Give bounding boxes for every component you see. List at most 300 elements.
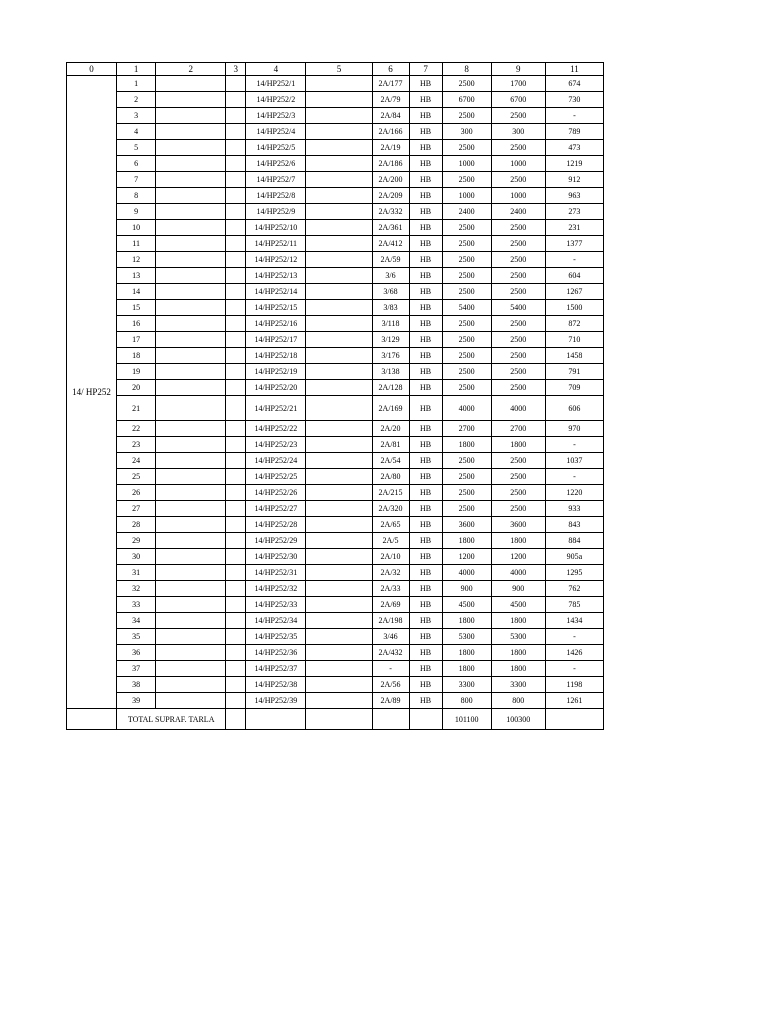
surface-col8-cell: 2500 [442,268,491,284]
table-row [67,332,604,348]
table-row [67,693,604,709]
total-label-cell: TOTAL SUPRAF. TARLA [117,709,226,730]
empty-cell-col3 [226,380,246,396]
parcel-code-cell: 14/HP252/14 [246,284,306,300]
empty-cell-col5 [306,485,372,501]
col11-cell: 912 [545,172,603,188]
parcel-number-cell: 2A/84 [372,108,409,124]
empty-cell-col2 [156,348,226,364]
surface-col8-cell: 4000 [442,565,491,581]
surface-col8-cell: 2500 [442,108,491,124]
parcel-code-cell: 14/HP252/38 [246,677,306,693]
empty-cell-col2 [156,396,226,421]
category-cell: HB [409,396,442,421]
total-empty-cell-col7 [409,709,442,730]
empty-cell-col5 [306,597,372,613]
header-row [67,63,604,76]
empty-cell-col3 [226,348,246,364]
row-number-cell: 28 [117,517,156,533]
col11-cell: 674 [545,76,603,92]
surface-col9-cell: 2500 [491,485,545,501]
empty-cell-col2 [156,236,226,252]
table-row [67,220,604,236]
category-cell: HB [409,172,442,188]
surface-col9-cell: 2500 [491,284,545,300]
empty-cell-col2 [156,140,226,156]
parcel-number-cell: 2A/65 [372,517,409,533]
category-cell: HB [409,252,442,268]
empty-cell-col3 [226,124,246,140]
empty-cell-col3 [226,332,246,348]
parcel-number-cell: 2A/166 [372,124,409,140]
empty-cell-col2 [156,485,226,501]
parcel-number-cell: 2A/332 [372,204,409,220]
table-row [67,76,604,92]
col11-cell: 606 [545,396,603,421]
surface-col8-cell: 2500 [442,485,491,501]
table-row [67,380,604,396]
header-cell: 0 [67,63,117,76]
row-number-cell: 8 [117,188,156,204]
row-number-cell: 39 [117,693,156,709]
parcel-code-cell: 14/HP252/34 [246,613,306,629]
surface-col8-cell: 5400 [442,300,491,316]
table-row [67,188,604,204]
category-cell: HB [409,380,442,396]
parcel-code-cell: 14/HP252/19 [246,364,306,380]
parcel-number-cell: 2A/20 [372,421,409,437]
empty-cell-col2 [156,549,226,565]
parcel-number-cell: 2A/56 [372,677,409,693]
surface-col9-cell: 1000 [491,156,545,172]
surface-col9-cell: 1800 [491,661,545,677]
table-row [67,437,604,453]
col11-cell: 231 [545,220,603,236]
parcel-code-cell: 14/HP252/10 [246,220,306,236]
col11-cell: 1377 [545,236,603,252]
row-number-cell: 33 [117,597,156,613]
parcel-code-cell: 14/HP252/18 [246,348,306,364]
table-row [67,533,604,549]
col11-cell: 1219 [545,156,603,172]
surface-col8-cell: 2500 [442,364,491,380]
empty-cell-col3 [226,677,246,693]
empty-cell-col5 [306,204,372,220]
parcel-number-cell: 2A/59 [372,252,409,268]
parcel-number-cell: 2A/412 [372,236,409,252]
empty-cell-col3 [226,693,246,709]
empty-cell-col5 [306,453,372,469]
empty-cell-col5 [306,332,372,348]
empty-cell-col2 [156,76,226,92]
category-cell: HB [409,300,442,316]
table-row [67,421,604,437]
empty-cell-col3 [226,517,246,533]
surface-col8-cell: 3300 [442,677,491,693]
empty-cell-col5 [306,316,372,332]
empty-cell-col5 [306,677,372,693]
parcel-code-cell: 14/HP252/16 [246,316,306,332]
empty-cell-col3 [226,485,246,501]
parcel-code-cell: 14/HP252/33 [246,597,306,613]
total-surface-col8: 101100 [442,709,491,730]
empty-cell-col5 [306,140,372,156]
empty-cell-col3 [226,597,246,613]
row-number-cell: 14 [117,284,156,300]
empty-cell-col2 [156,421,226,437]
category-cell: HB [409,156,442,172]
col11-cell: 1426 [545,645,603,661]
table-row [67,348,604,364]
surface-col8-cell: 900 [442,581,491,597]
col11-cell: - [545,437,603,453]
category-cell: HB [409,92,442,108]
empty-cell-col5 [306,421,372,437]
col11-cell: 1261 [545,693,603,709]
empty-cell-col2 [156,613,226,629]
row-number-cell: 32 [117,581,156,597]
surface-col8-cell: 2500 [442,236,491,252]
empty-cell-col2 [156,453,226,469]
surface-col9-cell: 2400 [491,204,545,220]
parcel-code-cell: 14/HP252/12 [246,252,306,268]
col11-cell: 1220 [545,485,603,501]
empty-cell-col2 [156,268,226,284]
row-number-cell: 13 [117,268,156,284]
category-cell: HB [409,613,442,629]
empty-cell-col2 [156,300,226,316]
total-empty-cell-col6 [372,709,409,730]
col11-cell: 762 [545,581,603,597]
surface-col9-cell: 2500 [491,348,545,364]
surface-col9-cell: 3300 [491,677,545,693]
empty-cell-col3 [226,108,246,124]
row-number-cell: 35 [117,629,156,645]
surface-col9-cell: 3600 [491,517,545,533]
category-cell: HB [409,76,442,92]
parcel-number-cell: 2A/19 [372,140,409,156]
parcel-code-cell: 14/HP252/20 [246,380,306,396]
row-number-cell: 5 [117,140,156,156]
empty-cell-col2 [156,677,226,693]
parcel-number-cell: 2A/81 [372,437,409,453]
category-cell: HB [409,220,442,236]
parcel-code-cell: 14/HP252/2 [246,92,306,108]
surface-col9-cell: 4000 [491,396,545,421]
parcel-code-cell: 14/HP252/21 [246,396,306,421]
surface-col8-cell: 1800 [442,437,491,453]
empty-cell-col5 [306,645,372,661]
category-cell: HB [409,437,442,453]
empty-cell-col5 [306,300,372,316]
row-number-cell: 12 [117,252,156,268]
surface-col9-cell: 2500 [491,220,545,236]
col11-cell: 710 [545,332,603,348]
empty-cell-col3 [226,252,246,268]
category-cell: HB [409,469,442,485]
empty-cell-col3 [226,76,246,92]
category-cell: HB [409,677,442,693]
parcel-number-cell: 2A/169 [372,396,409,421]
empty-cell-col3 [226,549,246,565]
surface-col8-cell: 1800 [442,661,491,677]
surface-col8-cell: 2500 [442,348,491,364]
table-row [67,108,604,124]
parcel-code-cell: 14/HP252/30 [246,549,306,565]
row-number-cell: 34 [117,613,156,629]
parcel-code-cell: 14/HP252/32 [246,581,306,597]
category-cell: HB [409,348,442,364]
empty-cell-col5 [306,549,372,565]
category-cell: HB [409,581,442,597]
parcel-code-cell: 14/HP252/4 [246,124,306,140]
table-row [67,549,604,565]
category-cell: HB [409,108,442,124]
table-row [67,124,604,140]
empty-cell-col5 [306,236,372,252]
surface-col9-cell: 2500 [491,453,545,469]
col11-cell: - [545,629,603,645]
total-empty-cell-col11 [545,709,603,730]
category-cell: HB [409,268,442,284]
category-cell: HB [409,284,442,300]
category-cell: HB [409,485,442,501]
parcel-number-cell: 3/68 [372,284,409,300]
surface-col8-cell: 2700 [442,421,491,437]
table-row [67,204,604,220]
header-cell: 8 [442,63,491,76]
parcel-number-cell: 3/46 [372,629,409,645]
empty-cell-col3 [226,204,246,220]
empty-cell-col3 [226,581,246,597]
empty-cell-col2 [156,92,226,108]
empty-cell-col5 [306,284,372,300]
table-row [67,581,604,597]
parcel-code-cell: 14/HP252/13 [246,268,306,284]
col11-cell: 604 [545,268,603,284]
empty-cell-col2 [156,661,226,677]
parcel-number-cell: 2A/128 [372,380,409,396]
total-empty-cell-col4 [246,709,306,730]
parcel-code-cell: 14/HP252/22 [246,421,306,437]
surface-col8-cell: 4500 [442,597,491,613]
row-number-cell: 18 [117,348,156,364]
parcel-code-cell: 14/HP252/35 [246,629,306,645]
surface-col8-cell: 4000 [442,396,491,421]
surface-col9-cell: 2500 [491,108,545,124]
row-number-cell: 23 [117,437,156,453]
surface-col8-cell: 2500 [442,284,491,300]
surface-col9-cell: 4500 [491,597,545,613]
surface-col9-cell: 1800 [491,645,545,661]
col11-cell: 730 [545,92,603,108]
category-cell: HB [409,140,442,156]
parcel-number-cell: 3/129 [372,332,409,348]
table-row [67,92,604,108]
total-row [67,709,604,730]
col11-cell: 1500 [545,300,603,316]
surface-col8-cell: 1200 [442,549,491,565]
parcel-code-cell: 14/HP252/6 [246,156,306,172]
parcel-number-cell: 2A/89 [372,693,409,709]
row-number-cell: 1 [117,76,156,92]
header-cell: 5 [306,63,372,76]
surface-col9-cell: 300 [491,124,545,140]
col11-cell: 933 [545,501,603,517]
parcel-code-cell: 14/HP252/29 [246,533,306,549]
empty-cell-col5 [306,469,372,485]
col11-cell: 1267 [545,284,603,300]
parcel-code-cell: 14/HP252/17 [246,332,306,348]
surface-col9-cell: 1700 [491,76,545,92]
empty-cell-col2 [156,597,226,613]
surface-col8-cell: 2500 [442,380,491,396]
surface-col9-cell: 5400 [491,300,545,316]
header-cell: 6 [372,63,409,76]
col11-cell: 473 [545,140,603,156]
parcel-code-cell: 14/HP252/36 [246,645,306,661]
empty-cell-col3 [226,316,246,332]
row-number-cell: 27 [117,501,156,517]
row-number-cell: 19 [117,364,156,380]
surface-col8-cell: 2500 [442,332,491,348]
category-cell: HB [409,188,442,204]
row-number-cell: 38 [117,677,156,693]
empty-cell-col3 [226,172,246,188]
empty-cell-col3 [226,533,246,549]
category-cell: HB [409,645,442,661]
col11-cell: 905a [545,549,603,565]
empty-cell-col2 [156,188,226,204]
parcel-number-cell: 2A/198 [372,613,409,629]
header-cell: 3 [226,63,246,76]
empty-cell-col2 [156,693,226,709]
parcel-code-cell: 14/HP252/39 [246,693,306,709]
row-number-cell: 29 [117,533,156,549]
row-number-cell: 16 [117,316,156,332]
row-number-cell: 15 [117,300,156,316]
table-body [67,63,604,730]
parcel-number-cell: 2A/80 [372,469,409,485]
parcel-code-cell: 14/HP252/28 [246,517,306,533]
parcel-code-cell: 14/HP252/1 [246,76,306,92]
table-row [67,316,604,332]
parcel-number-cell: 2A/79 [372,92,409,108]
empty-cell-col2 [156,364,226,380]
empty-cell-col2 [156,204,226,220]
surface-col9-cell: 900 [491,581,545,597]
empty-cell-col5 [306,380,372,396]
category-cell: HB [409,565,442,581]
parcel-number-cell: - [372,661,409,677]
category-cell: HB [409,421,442,437]
parcel-number-cell: 2A/200 [372,172,409,188]
col11-cell: 1434 [545,613,603,629]
category-cell: HB [409,597,442,613]
empty-cell-col3 [226,140,246,156]
parcel-code-cell: 14/HP252/5 [246,140,306,156]
row-number-cell: 31 [117,565,156,581]
table-row [67,501,604,517]
surface-col8-cell: 2500 [442,469,491,485]
parcel-code-cell: 14/HP252/15 [246,300,306,316]
table-row [67,236,604,252]
parcel-code-cell: 14/HP252/23 [246,437,306,453]
table-row [67,645,604,661]
header-cell: 11 [545,63,603,76]
col11-cell: 843 [545,517,603,533]
empty-cell-col5 [306,220,372,236]
surface-col9-cell: 2500 [491,364,545,380]
surface-col9-cell: 2500 [491,469,545,485]
row-number-cell: 2 [117,92,156,108]
surface-col9-cell: 1800 [491,613,545,629]
empty-cell-col3 [226,396,246,421]
header-cell: 2 [156,63,226,76]
empty-cell-col3 [226,661,246,677]
table-row [67,284,604,300]
col11-cell: 785 [545,597,603,613]
empty-cell-col2 [156,172,226,188]
empty-cell-col5 [306,629,372,645]
empty-cell-col3 [226,437,246,453]
surface-col9-cell: 5300 [491,629,545,645]
empty-cell-col2 [156,108,226,124]
parcel-number-cell: 2A/5 [372,533,409,549]
surface-col9-cell: 1200 [491,549,545,565]
empty-cell-col3 [226,236,246,252]
row-number-cell: 7 [117,172,156,188]
empty-cell-col2 [156,316,226,332]
parcel-number-cell: 3/118 [372,316,409,332]
surface-col9-cell: 2500 [491,501,545,517]
empty-cell-col5 [306,124,372,140]
empty-cell-col5 [306,613,372,629]
table-row [67,453,604,469]
row-number-cell: 11 [117,236,156,252]
table-row [67,364,604,380]
table-row [67,469,604,485]
category-cell: HB [409,693,442,709]
parcel-number-cell: 2A/69 [372,597,409,613]
empty-cell-col3 [226,565,246,581]
surface-col9-cell: 2700 [491,421,545,437]
empty-cell-col2 [156,332,226,348]
empty-cell-col3 [226,629,246,645]
total-empty-cell-col3 [226,709,246,730]
category-cell: HB [409,204,442,220]
parcel-number-cell: 2A/320 [372,501,409,517]
empty-cell-col2 [156,380,226,396]
empty-cell-col2 [156,124,226,140]
empty-cell-col2 [156,501,226,517]
parcel-number-cell: 2A/361 [372,220,409,236]
empty-cell-col5 [306,364,372,380]
parcel-code-cell: 14/HP252/27 [246,501,306,517]
surface-col8-cell: 3600 [442,517,491,533]
col11-cell: - [545,661,603,677]
empty-cell-col3 [226,188,246,204]
category-cell: HB [409,533,442,549]
empty-cell-col3 [226,421,246,437]
parcel-number-cell: 3/6 [372,268,409,284]
parcel-code-cell: 14/HP252/3 [246,108,306,124]
parcel-code-cell: 14/HP252/9 [246,204,306,220]
empty-cell-col5 [306,437,372,453]
col11-cell: 970 [545,421,603,437]
surface-col9-cell: 4000 [491,565,545,581]
table-row [67,268,604,284]
